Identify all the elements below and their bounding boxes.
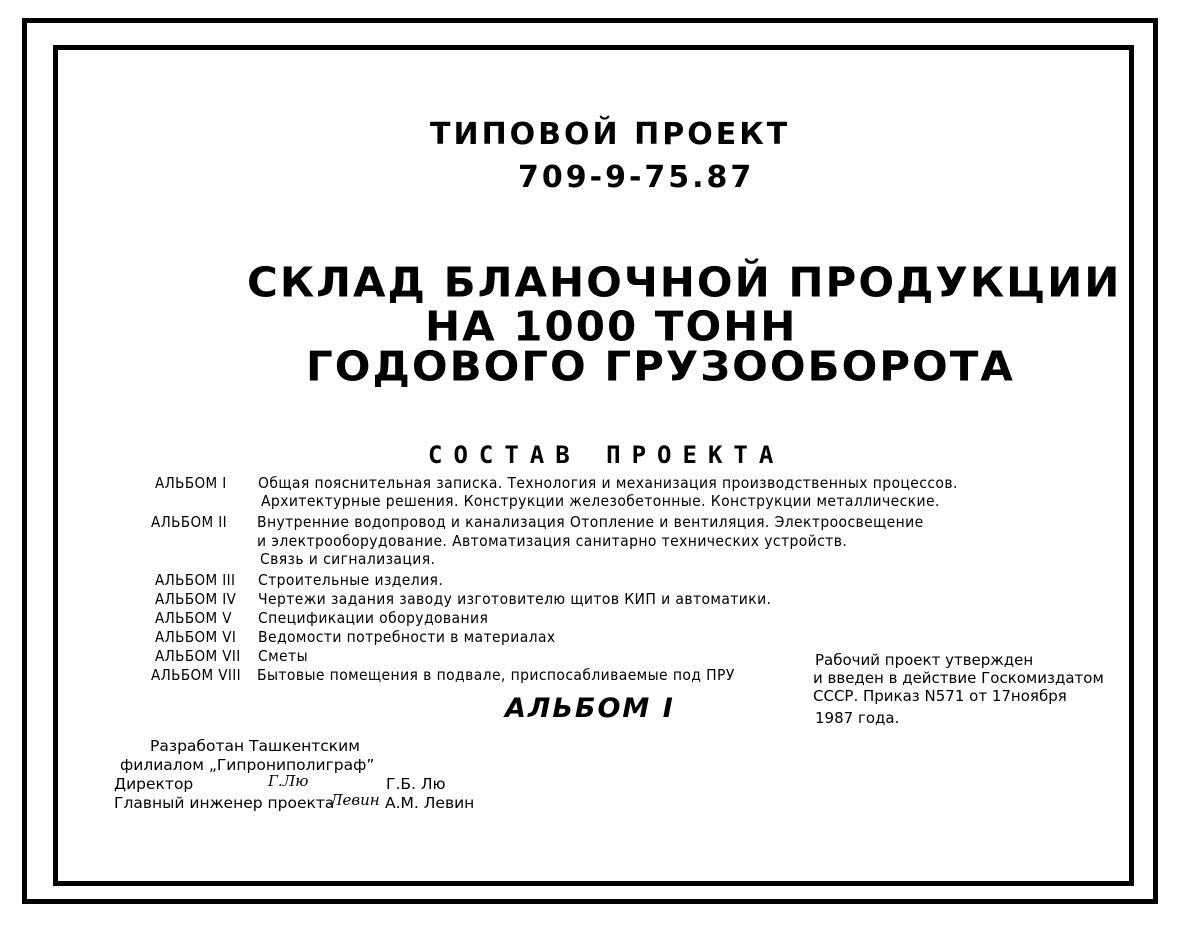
album-3-line-1: Строительные изделия. [258,571,444,589]
approval-line-1: Рабочий проект утвержден [815,651,1034,669]
album-label-3: АЛЬБОМ III [155,571,236,589]
chief-engineer-signature: Левин [330,791,380,809]
album-label-1: АЛЬБОМ I [155,474,227,492]
album-2-line-1: Внутренние водопровод и канализация Отопление и вентиляция. Электроосвещение [257,513,924,531]
album-7-line-1: Сметы [258,647,308,665]
album-label-7: АЛЬБОМ VII [155,647,241,665]
director-signature: Г.Лю [268,772,309,790]
developer-branch: филиалом „Гипрониполиграф” [120,756,375,774]
album-label-5: АЛЬБОМ V [155,609,232,627]
album-4-line-1: Чертежи задания заводу изготовителю щитов КИП и автоматики. [258,590,772,608]
title-line-1: СКЛАД БЛАНОЧНОЙ ПРОДУКЦИИ [247,258,1122,307]
project-code: 709-9-75.87 [518,160,755,195]
album-5-line-1: Спецификации оборудования [258,609,489,627]
approval-line-3: СССР. Приказ N571 от 17ноября [813,687,1067,705]
album-1-line-1: Общая пояснительная записка. Технология и механизация производственных процессов. [258,474,958,492]
developed-by: Разработан Ташкентским [150,737,360,755]
approval-line-4: 1987 года. [815,709,900,727]
album-2-line-2: и электрооборудование. Автоматизация санитарно технических устройств. [257,532,848,550]
album-label-4: АЛЬБОМ IV [155,590,237,608]
chief-engineer-name: А.М. Левин [385,794,475,812]
title-line-2: НА 1000 ТОНН [425,302,798,351]
album-2-line-3: Связь и сигнализация. [260,550,436,568]
approval-line-2: и введен в действие Госкомиздатом [813,669,1104,687]
album-8-line-1: Бытовые помещения в подвале, приспосабливаемые под ПРУ [257,666,735,684]
album-1-line-2: Архитектурные решения. Конструкции железобетонные. Конструкции металлические. [261,492,940,510]
director-name: Г.Б. Лю [386,775,446,793]
album-title: АЛЬБОМ I [505,693,675,724]
composition-heading: СОСТАВ ПРОЕКТА [428,441,785,469]
director-label: Директор [114,775,194,793]
album-6-line-1: Ведомости потребности в материалах [258,628,556,646]
album-label-8: АЛЬБОМ VIII [151,666,242,684]
album-label-6: АЛЬБОМ VI [155,628,237,646]
chief-engineer-label: Главный инженер проекта [114,794,335,812]
project-type: ТИПОВОЙ ПРОЕКТ [430,117,791,152]
album-label-2: АЛЬБОМ II [151,513,227,531]
title-line-3: ГОДОВОГО ГРУЗООБОРОТА [306,342,1015,391]
